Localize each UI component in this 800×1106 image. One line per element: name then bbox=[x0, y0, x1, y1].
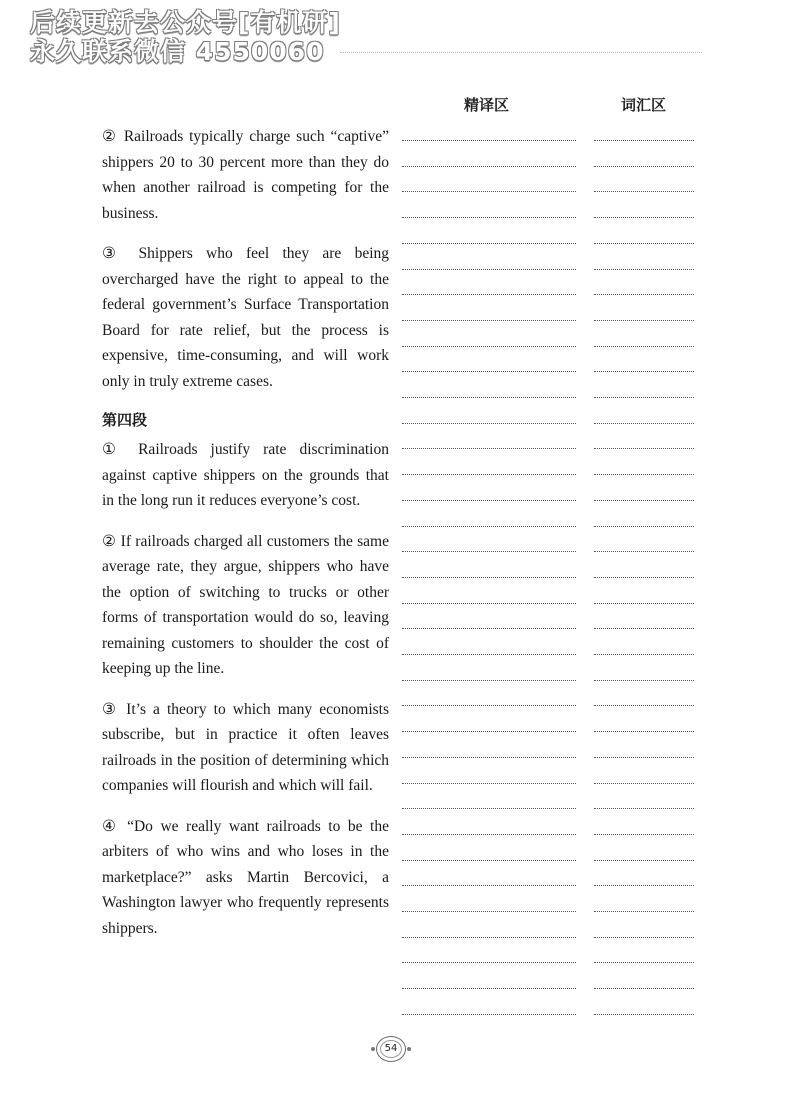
translation-line bbox=[402, 397, 576, 398]
translation-line bbox=[402, 500, 576, 501]
translation-line bbox=[402, 628, 576, 629]
vocabulary-line bbox=[594, 962, 694, 963]
vocabulary-line bbox=[594, 860, 694, 861]
translation-line bbox=[402, 680, 576, 681]
translation-line bbox=[402, 217, 576, 218]
translation-line bbox=[402, 294, 576, 295]
vocabulary-line bbox=[594, 937, 694, 938]
translation-line bbox=[402, 448, 576, 449]
paragraph: ② If railroads charged all customers the same average rate, they argue, shippers who have the option of switching to trucks or other forms of transportation would do so, leaving remaining customers to shoulder the cost of keeping up the line. bbox=[102, 532, 389, 677]
translation-line bbox=[402, 166, 576, 167]
translation-line bbox=[402, 191, 576, 192]
translation-line bbox=[402, 603, 576, 604]
translation-line bbox=[402, 243, 576, 244]
page-number-badge bbox=[376, 1036, 406, 1062]
translation-line bbox=[402, 937, 576, 938]
translation-line bbox=[402, 834, 576, 835]
page-number: 54 bbox=[384, 1043, 398, 1054]
vocabulary-line bbox=[594, 397, 694, 398]
vocabulary-line bbox=[594, 448, 694, 449]
vocabulary-line bbox=[594, 500, 694, 501]
vocabulary-line bbox=[594, 680, 694, 681]
translation-area-heading: 精译区 bbox=[464, 96, 510, 114]
translation-line bbox=[402, 757, 576, 758]
translation-line bbox=[402, 526, 576, 527]
vocabulary-line bbox=[594, 731, 694, 732]
vocabulary-line bbox=[594, 217, 694, 218]
vocabulary-line bbox=[594, 911, 694, 912]
vocabulary-line bbox=[594, 243, 694, 244]
vocabulary-line bbox=[594, 577, 694, 578]
translation-line bbox=[402, 654, 576, 655]
translation-line bbox=[402, 860, 576, 861]
vocabulary-line bbox=[594, 834, 694, 835]
vocabulary-line bbox=[594, 783, 694, 784]
paragraph: ③ It’s a theory to which many economists subscribe, but in practice it often leaves railroads in the position of determining which companies will flourish and which will fail. bbox=[102, 700, 389, 794]
vocabulary-line bbox=[594, 551, 694, 552]
vocabulary-line bbox=[594, 140, 694, 141]
translation-line bbox=[402, 551, 576, 552]
section-heading: 第四段 bbox=[102, 411, 148, 429]
translation-line bbox=[402, 988, 576, 989]
badge-dot-icon bbox=[407, 1047, 411, 1051]
vocabulary-line bbox=[594, 423, 694, 424]
translation-line bbox=[402, 371, 576, 372]
translation-line bbox=[402, 140, 576, 141]
translation-line bbox=[402, 962, 576, 963]
header-divider bbox=[340, 52, 702, 53]
passage-text bbox=[102, 124, 389, 956]
translation-line bbox=[402, 911, 576, 912]
vocabulary-line bbox=[594, 371, 694, 372]
vocabulary-line bbox=[594, 885, 694, 886]
watermark-line-2: 永久联系微信 4550060 bbox=[30, 37, 325, 66]
vocabulary-line bbox=[594, 191, 694, 192]
vocabulary-line bbox=[594, 294, 694, 295]
translation-line bbox=[402, 346, 576, 347]
vocabulary-line bbox=[594, 988, 694, 989]
vocabulary-line bbox=[594, 474, 694, 475]
paragraph: ④ “Do we really want railroads to be the arbiters of who wins and who loses in the marketplace?” asks Martin Bercovici, a Washington lawyer who frequently represents shippers. bbox=[102, 817, 389, 937]
translation-line bbox=[402, 474, 576, 475]
watermark-line-1: 后续更新去公众号[有机研] bbox=[30, 8, 341, 37]
translation-line bbox=[402, 783, 576, 784]
translation-line bbox=[402, 269, 576, 270]
translation-line bbox=[402, 1014, 576, 1015]
translation-line bbox=[402, 577, 576, 578]
vocabulary-line bbox=[594, 705, 694, 706]
vocabulary-area-heading: 词汇区 bbox=[621, 96, 667, 114]
vocabulary-line bbox=[594, 757, 694, 758]
vocabulary-line bbox=[594, 269, 694, 270]
watermark bbox=[30, 8, 341, 66]
vocabulary-line bbox=[594, 808, 694, 809]
vocabulary-line bbox=[594, 320, 694, 321]
paragraph: ② Railroads typically charge such “captive” shippers 20 to 30 percent more than they do when another railroad is competing for the business. bbox=[102, 128, 389, 222]
translation-line bbox=[402, 885, 576, 886]
vocabulary-line bbox=[594, 628, 694, 629]
translation-line bbox=[402, 731, 576, 732]
translation-line bbox=[402, 423, 576, 424]
paragraph: ③ Shippers who feel they are being overcharged have the right to appeal to the federal government’s Surface Transportation Board for rate relief, but the process is expensive, time-consuming, and will work only in truly extreme cases. bbox=[102, 245, 389, 390]
vocabulary-line bbox=[594, 526, 694, 527]
vocabulary-line bbox=[594, 346, 694, 347]
vocabulary-line bbox=[594, 166, 694, 167]
translation-line bbox=[402, 320, 576, 321]
vocabulary-line bbox=[594, 654, 694, 655]
paragraph: ① Railroads justify rate discrimination against captive shippers on the grounds that in the long run it reduces everyone’s cost. bbox=[102, 441, 389, 509]
vocabulary-line bbox=[594, 1014, 694, 1015]
badge-dot-icon bbox=[371, 1047, 375, 1051]
translation-line bbox=[402, 705, 576, 706]
translation-line bbox=[402, 808, 576, 809]
vocabulary-line bbox=[594, 603, 694, 604]
